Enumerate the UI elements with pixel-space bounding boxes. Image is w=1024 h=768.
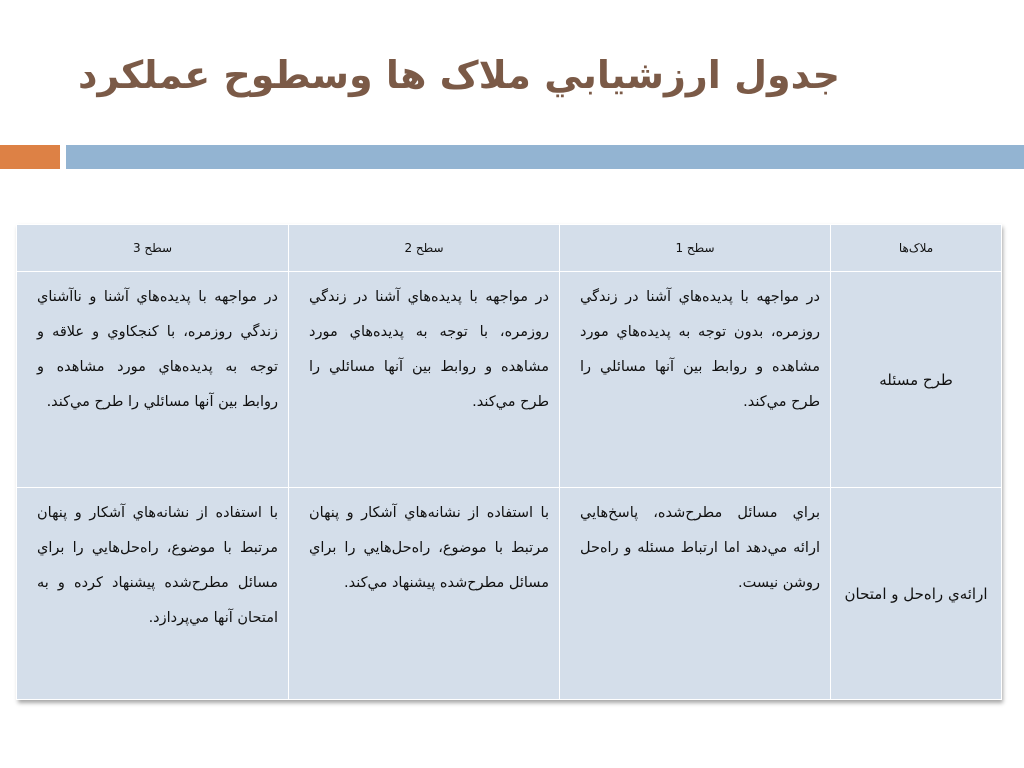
header-level-1-label: سطح 1 (675, 241, 715, 255)
level-2-cell: در مواجهه با پديده‌هاي آشنا در زندگي روزمره، با توجه به پديده‌هاي مورد مشاهده و روابط بين آنها مسائلي را طرح مي‌كند. (289, 272, 560, 488)
header-level-3 (17, 225, 289, 272)
header-level-3-label: سطح 3 (132, 241, 173, 255)
criterion-cell: ارائه‌ي راه‌حل و امتحان (831, 488, 1002, 700)
level-3-cell: با استفاده از نشانه‌هاي آشكار و پنهان مرتبط با موضوع، راه‌حل‌هايي را براي مسائل مطرح‌شده پيشنهاد كرده و به امتحان آنها مي‌پردازد. (17, 488, 289, 700)
level-1-cell: براي مسائل مطرح‌شده، پاسخ‌هايي ارائه مي‌دهد اما ارتباط مسئله و راه‌حل روشن نيست. (560, 488, 831, 700)
title-rule-bar (66, 145, 1024, 169)
evaluation-table (16, 224, 1001, 700)
header-criteria (831, 225, 1002, 272)
table-row (17, 272, 1002, 488)
criteria-table (16, 224, 1002, 700)
header-level-2-label: سطح 2 (404, 241, 444, 255)
level-3-cell: در مواجهه با پديده‌هاي آشنا و ناآشناي زندگي روزمره، با كنجكاوي و علاقه و توجه به پديده‌هاي مورد مشاهده و روابط بين آنها مسائلي را طرح مي‌كند. (17, 272, 289, 488)
accent-bar (0, 145, 60, 169)
level-1-cell: در مواجهه با پديده‌هاي آشنا در زندگي روزمره، بدون توجه به پديده‌هاي مورد مشاهده و روابط بين آنها مسائلي را طرح مي‌كند. (560, 272, 831, 488)
header-criteria-label: ملاک‌ها (898, 241, 934, 255)
table-row (17, 488, 1002, 700)
header-level-2 (289, 225, 560, 272)
slide-title: جدول ارزشيابي ملاک ها وسطوح عملكرد (77, 53, 840, 97)
level-2-cell: با استفاده از نشانه‌هاي آشكار و پنهان مرتبط با موضوع، راه‌حل‌هايي را براي مسائل مطرح‌شده پيشنهاد مي‌كند. (289, 488, 560, 700)
header-row (17, 225, 1002, 272)
criterion-cell: طرح مسئله (831, 272, 1002, 488)
header-level-1 (560, 225, 831, 272)
